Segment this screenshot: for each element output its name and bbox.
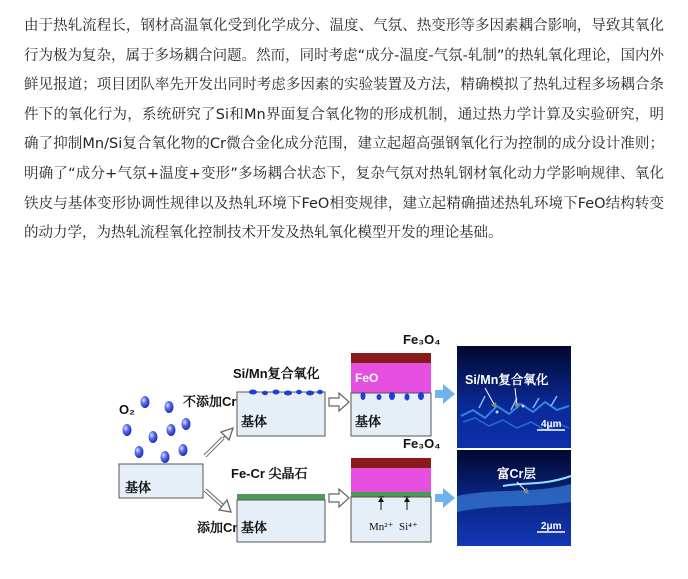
oxidation-mechanism-figure xyxy=(113,326,573,566)
substrate-add-cr-label: 基体 xyxy=(241,520,268,535)
micrograph-bottom-label: 富Cr层 xyxy=(497,467,536,481)
micrograph-bottom-scale: 2μm xyxy=(541,521,562,532)
mn-ion-label: Mn²⁺ xyxy=(369,521,394,533)
initial-substrate-label: 基体 xyxy=(125,480,152,495)
o2-molecule xyxy=(182,418,191,430)
si-ion-label: Si⁴⁺ xyxy=(399,521,418,533)
o2-molecule xyxy=(149,431,158,443)
substrate-bottom-right xyxy=(351,497,431,542)
fe3o4-label-top: Fe₃O₄ xyxy=(403,332,441,347)
feo-layer-bottom xyxy=(351,468,431,492)
fe3o4-layer-top xyxy=(351,353,431,363)
o2-molecule xyxy=(135,446,144,458)
fe3o4-layer-bottom xyxy=(351,458,431,468)
o2-molecule xyxy=(141,396,150,408)
process-arrow-bottom xyxy=(329,489,349,507)
blue-arrow-top xyxy=(435,384,455,404)
o2-label: O₂ xyxy=(119,402,135,417)
fecr-spinel-layer xyxy=(237,494,325,500)
branch-arrow-down xyxy=(205,490,231,512)
o2-molecule xyxy=(179,444,188,456)
substrate-top-right-label: 基体 xyxy=(355,414,382,429)
o2-molecule xyxy=(165,401,174,413)
micrograph-top xyxy=(457,346,571,448)
no-cr-label: 不添加Cr xyxy=(183,394,237,409)
simn-oxide-label: Si/Mn复合氧化 xyxy=(233,366,320,381)
spinel-layer-bottom xyxy=(351,492,431,497)
fecr-spinel-label: Fe-Cr 尖晶石 xyxy=(231,466,308,481)
micrograph-top-scale: 4μm xyxy=(541,419,562,430)
o2-molecule xyxy=(167,424,176,436)
fe3o4-label-bottom: Fe₃O₄ xyxy=(403,436,441,451)
o2-molecule xyxy=(161,451,170,463)
micrograph-top-label: Si/Mn复合氧化 xyxy=(465,373,549,387)
add-cr-label: 添加Cr xyxy=(197,520,238,535)
article-paragraph: 由于热轧流程长，钢材高温氧化受到化学成分、温度、气氛、热变形等多因素耦合影响，导致其氧化行为极为复杂，属于多场耦合问题。然而，同时考虑“成分-温度-气氛-轧制”的热轧氧化理论，国内外鲜见报道；项目团队率先开发出同时考虑多因素的实验装置及方法，精确模拟了热轧过程多场耦合条件下的氧化行为，系统研究了Si和Mn界面复合氧化物的形成机制，通过热力学计算及实验研究，明确了抑制Mn/Si复合氧化物的Cr微合金化成分范围，建立起超高强钢氧化行为控制的成分设计准则；明确了“成分+气氛+温度+变形”多场耦合状态下，复杂气氛对热轧钢材氧化动力学影响规律、氧化铁皮与基体变形协调性规律以及热轧环境下FeO相变规律，建立起精确描述热轧环境下FeO结构转变的动力学，为热轧流程氧化控制技术开发及热轧氧化模型开发的理论基础。 xyxy=(24,18,664,242)
process-arrow-top xyxy=(329,393,349,411)
blue-arrow-bottom xyxy=(435,488,455,508)
feo-label-top: FeO xyxy=(355,371,379,385)
branch-arrow-up xyxy=(205,428,233,456)
o2-molecule xyxy=(123,424,132,436)
substrate-no-cr-label: 基体 xyxy=(241,414,268,429)
article-body xyxy=(24,12,664,249)
